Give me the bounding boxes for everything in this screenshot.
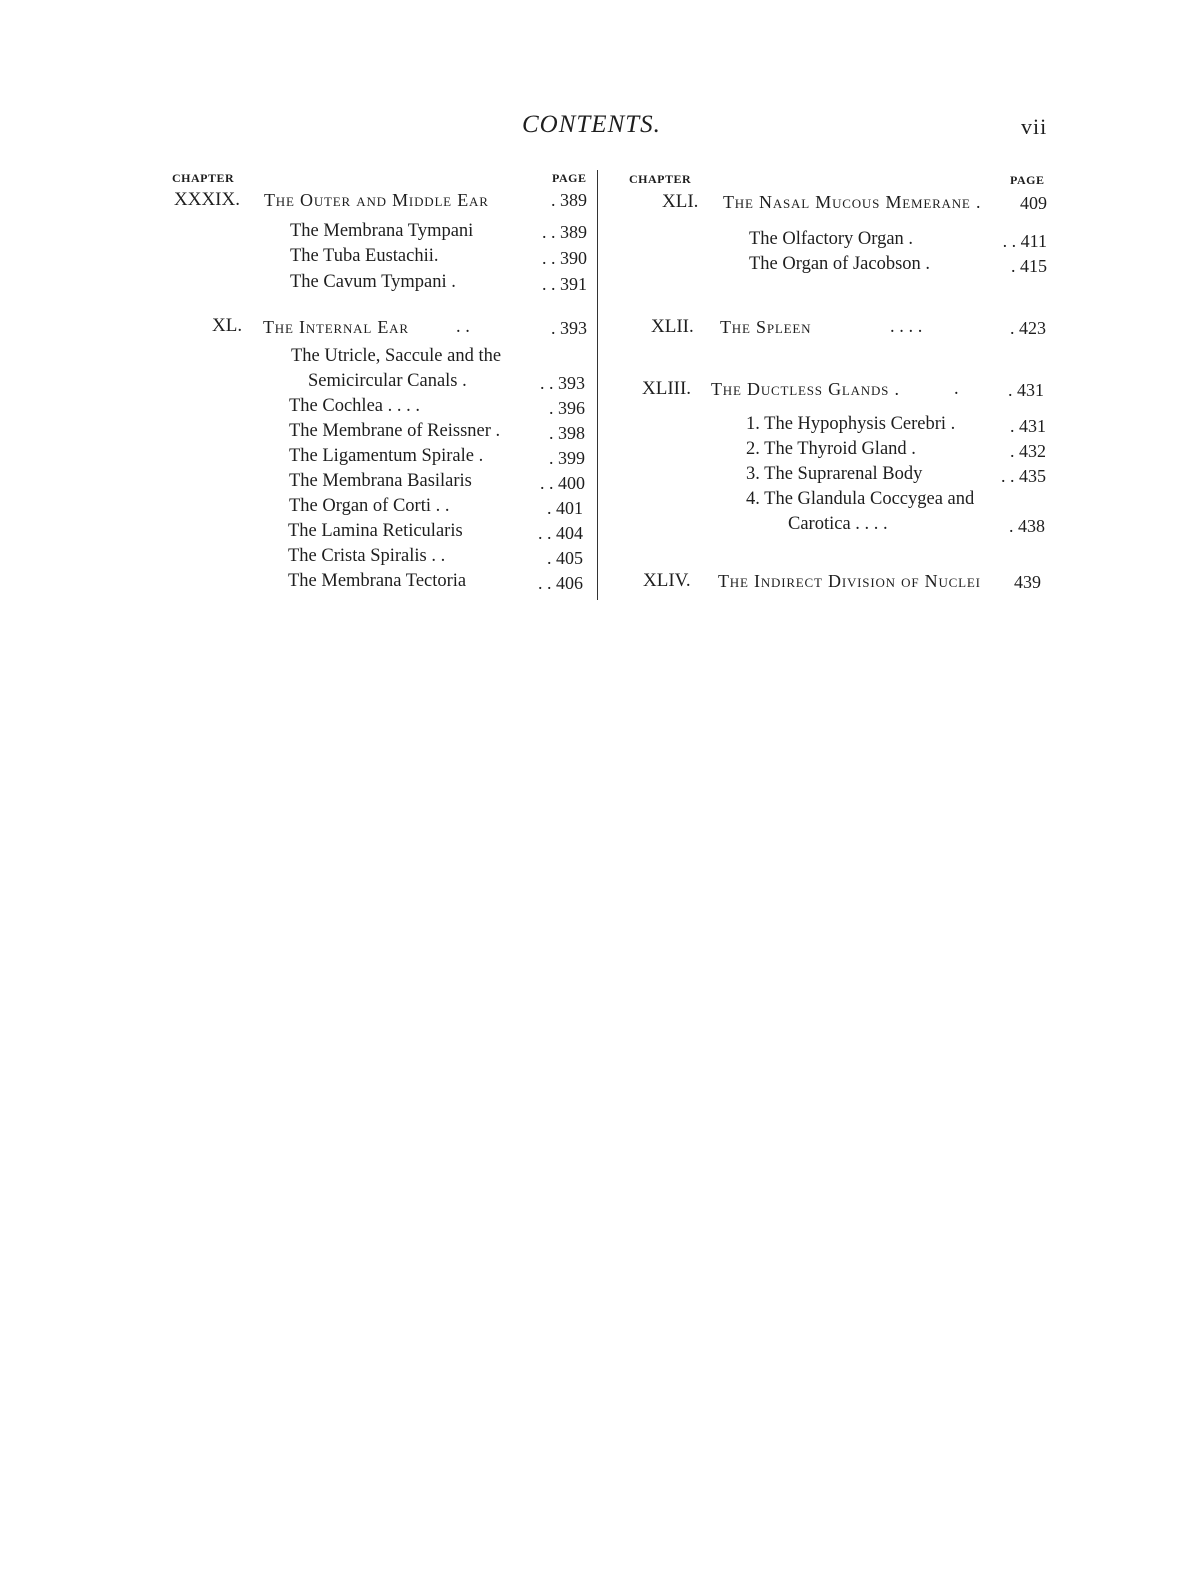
section-title: The Ligamentum Spirale . xyxy=(289,446,484,466)
section-title: The Membrana Tympani xyxy=(290,221,474,241)
leader-dots: . . xyxy=(456,317,470,337)
page-label-left: PAGE xyxy=(552,171,587,185)
chapter-numeral: XL. xyxy=(212,315,243,336)
chapter-page: . 393 xyxy=(551,318,587,338)
chapter-page: . 431 xyxy=(1008,380,1044,400)
section-title: 4. The Glandula Coccygea and xyxy=(746,489,975,509)
section-page: . . 389 xyxy=(542,222,587,242)
section-title: Semicircular Canals . xyxy=(308,371,467,391)
chapter-title: The Ductless Glands . xyxy=(711,379,900,399)
chapter-title: The Outer and Middle Ear xyxy=(264,190,489,210)
section-title: The Olfactory Organ . xyxy=(749,229,914,249)
section-page: . . 404 xyxy=(538,523,583,543)
chapter-title: The Nasal Mucous Memerane . xyxy=(723,192,982,212)
section-page: . 401 xyxy=(547,498,583,518)
section-page: . . 406 xyxy=(538,573,583,593)
section-title: The Tuba Eustachii. xyxy=(290,246,439,266)
section-page: . 396 xyxy=(549,398,585,418)
section-title: The Organ of Jacobson . xyxy=(749,254,931,274)
section-page: . . 411 xyxy=(1002,231,1047,251)
chapter-numeral: XLIII. xyxy=(642,378,692,399)
leader-dots: . . . . xyxy=(890,317,923,337)
chapter-page: . 423 xyxy=(1010,318,1046,338)
chapter-title: The Internal Ear xyxy=(263,317,409,337)
column-divider xyxy=(597,170,598,600)
section-page: . 398 xyxy=(549,423,585,443)
chapter-numeral: XLII. xyxy=(651,316,694,337)
page-label-right: PAGE xyxy=(1010,173,1045,187)
section-title: The Membrana Basilaris xyxy=(289,471,472,491)
page-title: CONTENTS. xyxy=(522,111,661,138)
section-page: . . 400 xyxy=(540,473,585,493)
section-title: 1. The Hypophysis Cerebri . xyxy=(746,414,956,434)
section-page: . . 390 xyxy=(542,248,587,268)
page-number: vii xyxy=(1021,114,1048,139)
chapter-page: 409 xyxy=(1020,193,1047,213)
chapter-title: The Indirect Division of Nuclei xyxy=(718,571,981,591)
section-page: . 405 xyxy=(547,548,583,568)
section-title: The Membrana Tectoria xyxy=(288,571,467,591)
section-page: . 432 xyxy=(1010,441,1046,461)
section-title: The Utricle, Saccule and the xyxy=(291,346,502,366)
section-title: The Cochlea . . . . xyxy=(289,396,420,416)
chapter-label-left: CHAPTER xyxy=(172,171,235,185)
chapter-numeral: XXXIX. xyxy=(174,189,240,210)
section-title: The Organ of Corti . . xyxy=(289,496,450,516)
section-title: The Membrane of Reissner . xyxy=(289,421,501,441)
chapter-numeral: XLIV. xyxy=(643,570,691,591)
section-title: 3. The Suprarenal Body xyxy=(746,464,923,484)
leader-dots: . xyxy=(954,379,959,399)
chapter-title: The Spleen xyxy=(720,317,812,337)
section-page: . 431 xyxy=(1010,416,1046,436)
section-title: Carotica . . . . xyxy=(788,514,888,534)
section-page: . 438 xyxy=(1009,516,1045,536)
chapter-numeral: XLI. xyxy=(662,191,699,212)
section-page: . 399 xyxy=(549,448,585,468)
section-page: . . 391 xyxy=(542,274,587,294)
section-page: . . 435 xyxy=(1001,466,1046,486)
section-page: . . 393 xyxy=(540,373,585,393)
section-page: . 415 xyxy=(1011,256,1047,276)
chapter-page: . 389 xyxy=(551,190,587,210)
chapter-label-right: CHAPTER xyxy=(629,172,692,186)
section-title: 2. The Thyroid Gland . xyxy=(746,439,916,459)
section-title: The Crista Spiralis . . xyxy=(288,546,446,566)
section-title: The Lamina Reticularis xyxy=(288,521,463,541)
section-title: The Cavum Tympani . xyxy=(290,272,456,292)
chapter-page: 439 xyxy=(1014,572,1041,592)
